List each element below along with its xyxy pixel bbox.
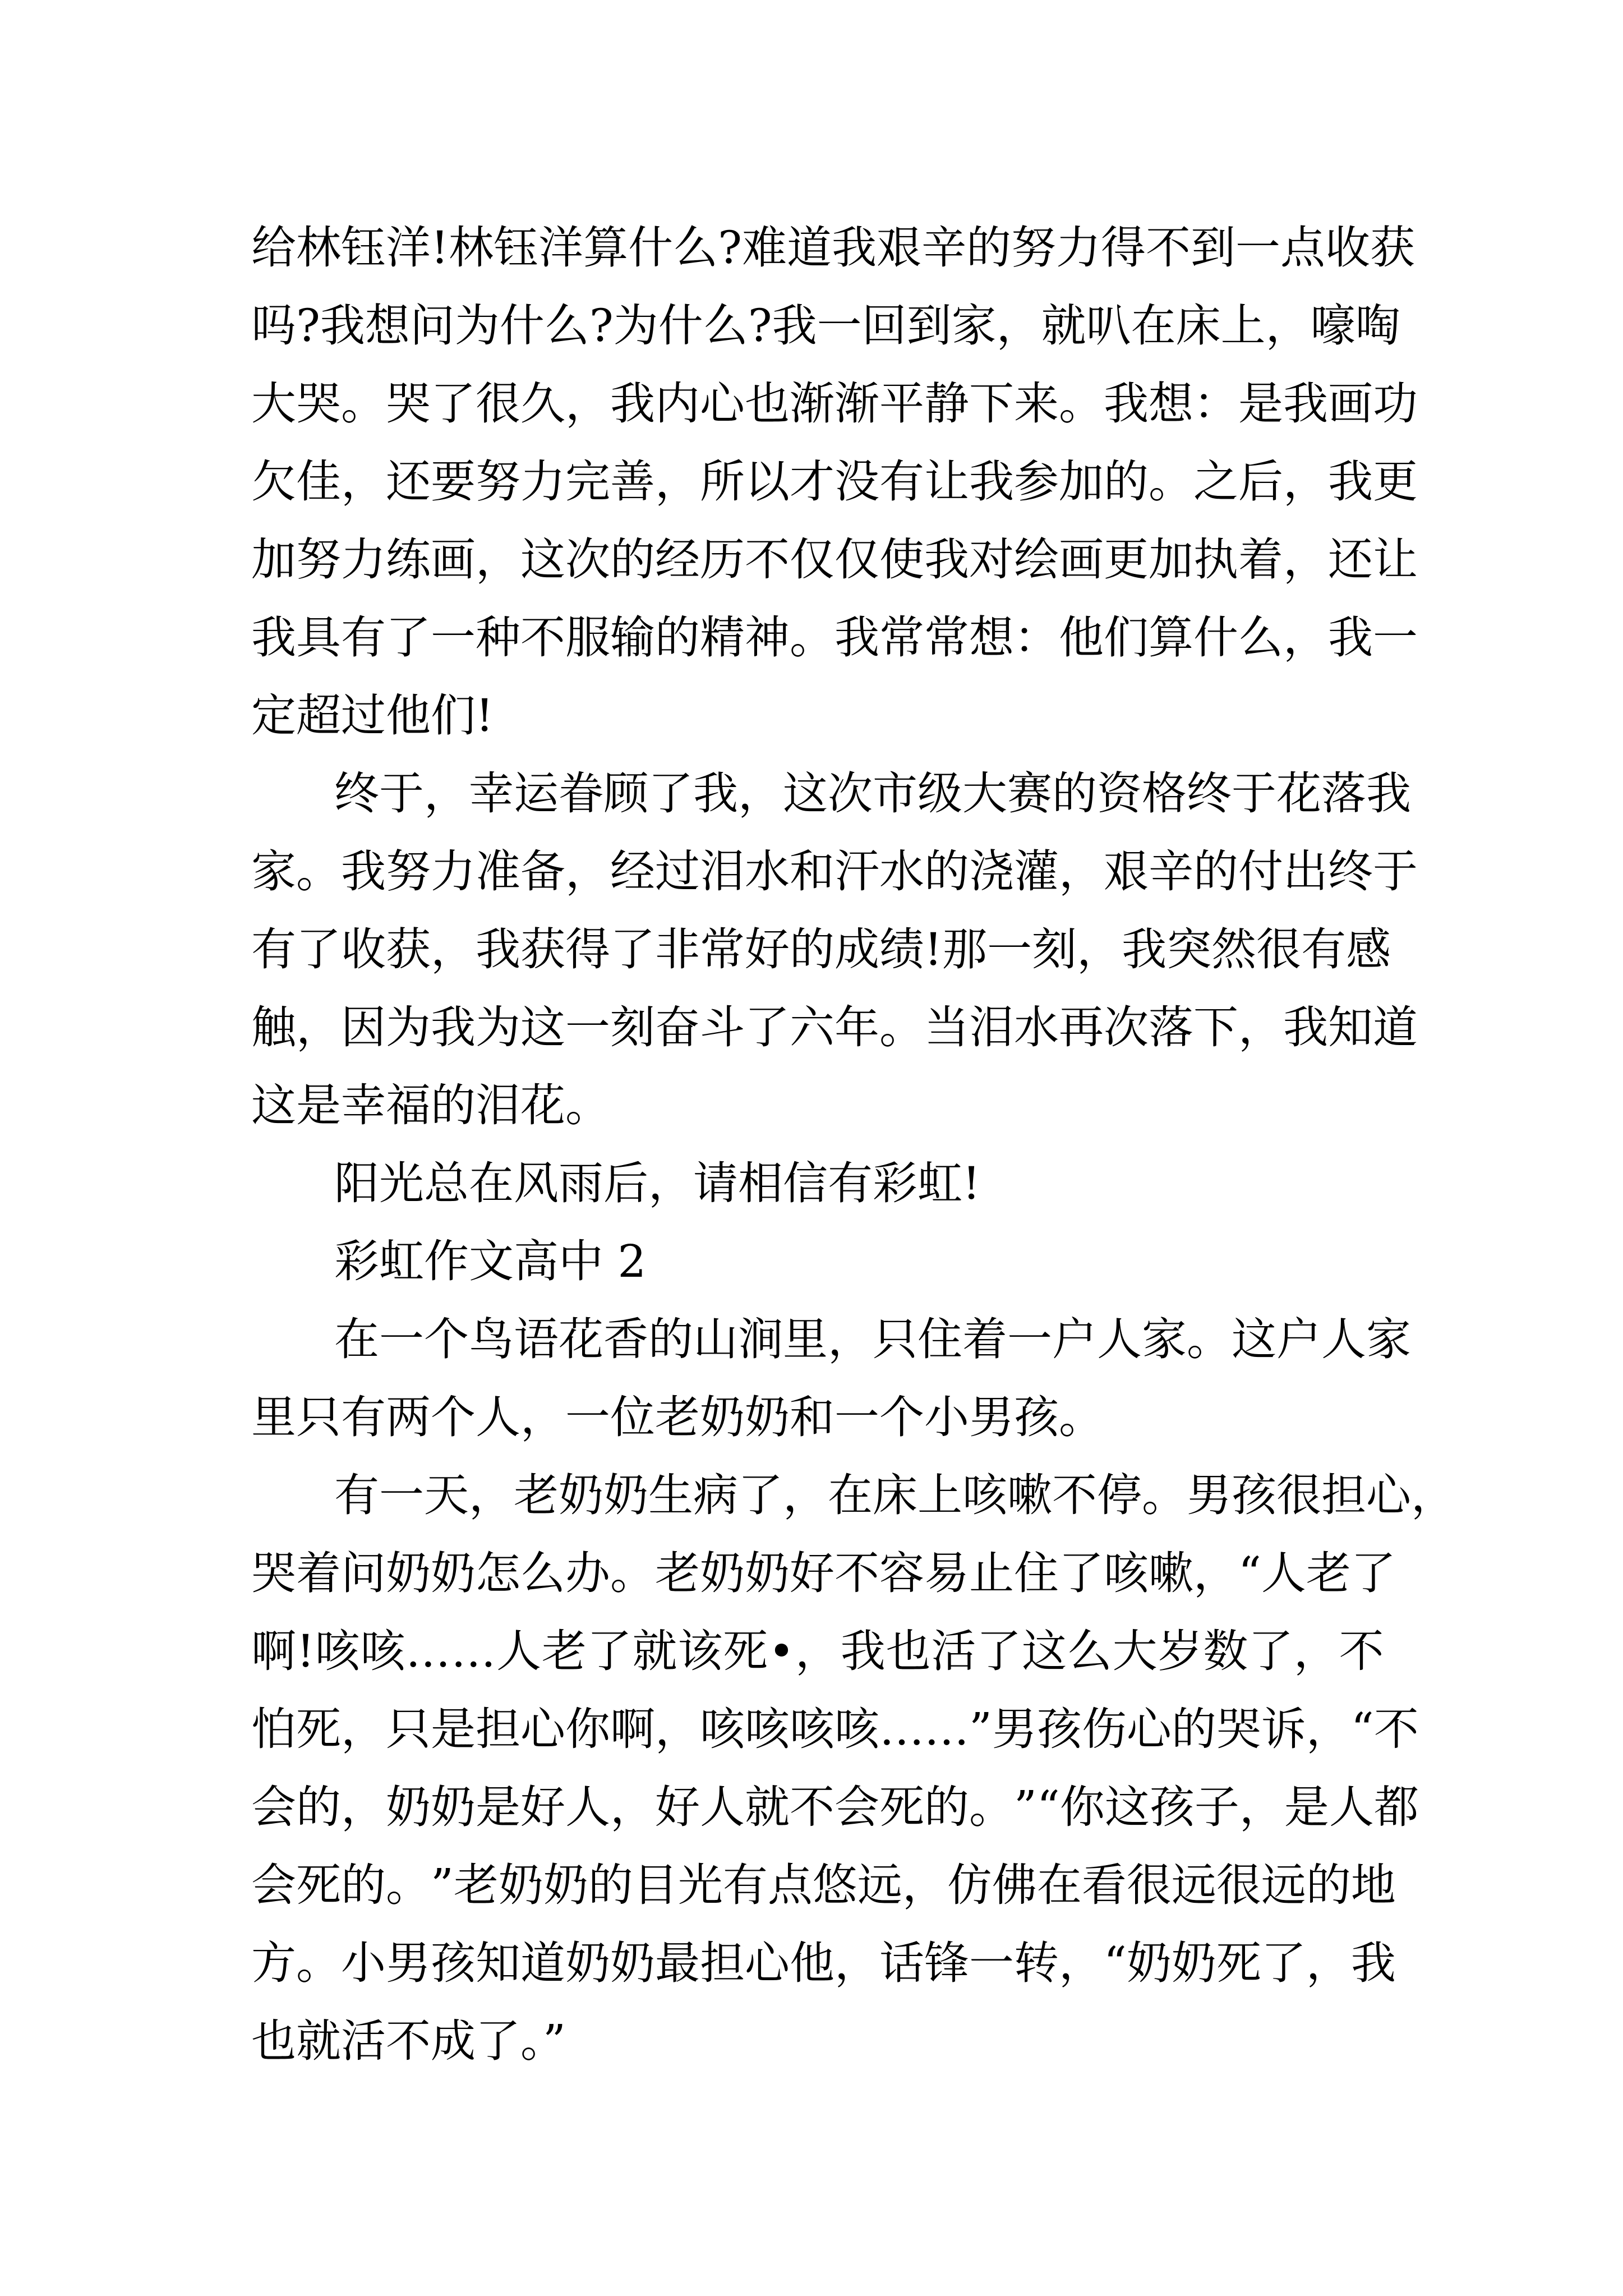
text-line: 定超过他们! bbox=[251, 689, 494, 742]
text-line: 有 了 收 获 ， 我 获 得 了 非 常 好 的 成 绩 ! 那 一 刻 ， 我 突 然 很 有 感 bbox=[251, 923, 1391, 976]
text-line: 也就活不成了。” bbox=[251, 2015, 566, 2067]
text-line: 加 努 力 练 画 ， 这 次 的 经 历 不 仅 仅 使 我 对 绘 画 更 加 执 着 ， 还 让 bbox=[251, 533, 1418, 586]
text-line: 阳光总在风雨后，请相信有彩虹! bbox=[334, 1157, 981, 1209]
text-line: 啊 ! 咳 咳 … … 人 老 了 就 该 死 • ， 我 也 活 了 这 么 大 岁 数 了 ， 不 bbox=[251, 1625, 1384, 1677]
text-line: 终 于 ， 幸 运 眷 顾 了 我 ， 这 次 市 级 大 赛 的 资 格 终 于 花 落 我 bbox=[334, 767, 1411, 820]
text-line: 会 的 ， 奶 奶 是 好 人 ， 好 人 就 不 会 死 的 。 ” “ 你 这 孩 子 ， 是 人 都 bbox=[251, 1781, 1419, 1833]
text-line: 大 哭 。 哭 了 很 久 ， 我 内 心 也 渐 渐 平 静 下 来 。 我 想 ： 是 我 画 功 bbox=[251, 378, 1418, 430]
text-line: 哭 着 问 奶 奶 怎 么 办 。 老 奶 奶 好 不 容 易 止 住 了 咳 嗽 ， “ 人 老 了 bbox=[251, 1547, 1396, 1599]
text-line: 怕 死 ， 只 是 担 心 你 啊 ， 咳 咳 咳 咳 … … ” 男 孩 伤 心 的 哭 诉 ， “ 不 bbox=[251, 1703, 1419, 1755]
text-line: 触 ， 因 为 我 为 这 一 刻 奋 斗 了 六 年 。 当 泪 水 再 次 落 下 ， 我 知 道 bbox=[251, 1001, 1418, 1053]
text-line: 这是幸福的泪花。 bbox=[251, 1079, 610, 1131]
text-line: 里只有两个人，一位老奶奶和一个小男孩。 bbox=[251, 1391, 1104, 1443]
text-line: 会 死 的 。 ” 老 奶 奶 的 目 光 有 点 悠 远 ， 仿 佛 在 看 很 远 很 远 的 地 bbox=[251, 1859, 1396, 1911]
text-line: 吗 ? 我 想 问 为 什 么 ? 为 什 么 ? 我 一 回 到 家 ， 就 叭 在 床 上 ， 嚎 啕 bbox=[251, 300, 1400, 352]
text-line: 方 。 小 男 孩 知 道 奶 奶 最 担 心 他 ， 话 锋 一 转 ， “ 奶 奶 死 了 ， 我 bbox=[251, 1937, 1396, 1989]
text-line: 我 具 有 了 一 种 不 服 输 的 精 神 。 我 常 常 想 ： 他 们 算 什 么 ， 我 一 bbox=[251, 611, 1418, 664]
text-line: 有 一 天 ， 老 奶 奶 生 病 了 ， 在 床 上 咳 嗽 不 停 。 男 孩 很 担 心 ， bbox=[334, 1469, 1456, 1521]
text-line: 欠 佳 ， 还 要 努 力 完 善 ， 所 以 才 没 有 让 我 参 加 的 。 之 后 ， 我 更 bbox=[251, 455, 1418, 508]
text-line: 家 。 我 努 力 准 备 ， 经 过 泪 水 和 汗 水 的 浇 灌 ， 艰 辛 的 付 出 终 于 bbox=[251, 845, 1418, 898]
text-line: 给 林 钰 洋 ! 林 钰 洋 算 什 么 ? 难 道 我 艰 辛 的 努 力 得 不 到 一 点 收 获 bbox=[251, 222, 1415, 274]
text-line: 在 一 个 鸟 语 花 香 的 山 涧 里 ， 只 住 着 一 户 人 家 。 这 户 人 家 bbox=[334, 1313, 1411, 1365]
section-heading: 彩虹作文高中 2 bbox=[334, 1235, 647, 1287]
essay-text bbox=[251, 209, 1456, 2080]
